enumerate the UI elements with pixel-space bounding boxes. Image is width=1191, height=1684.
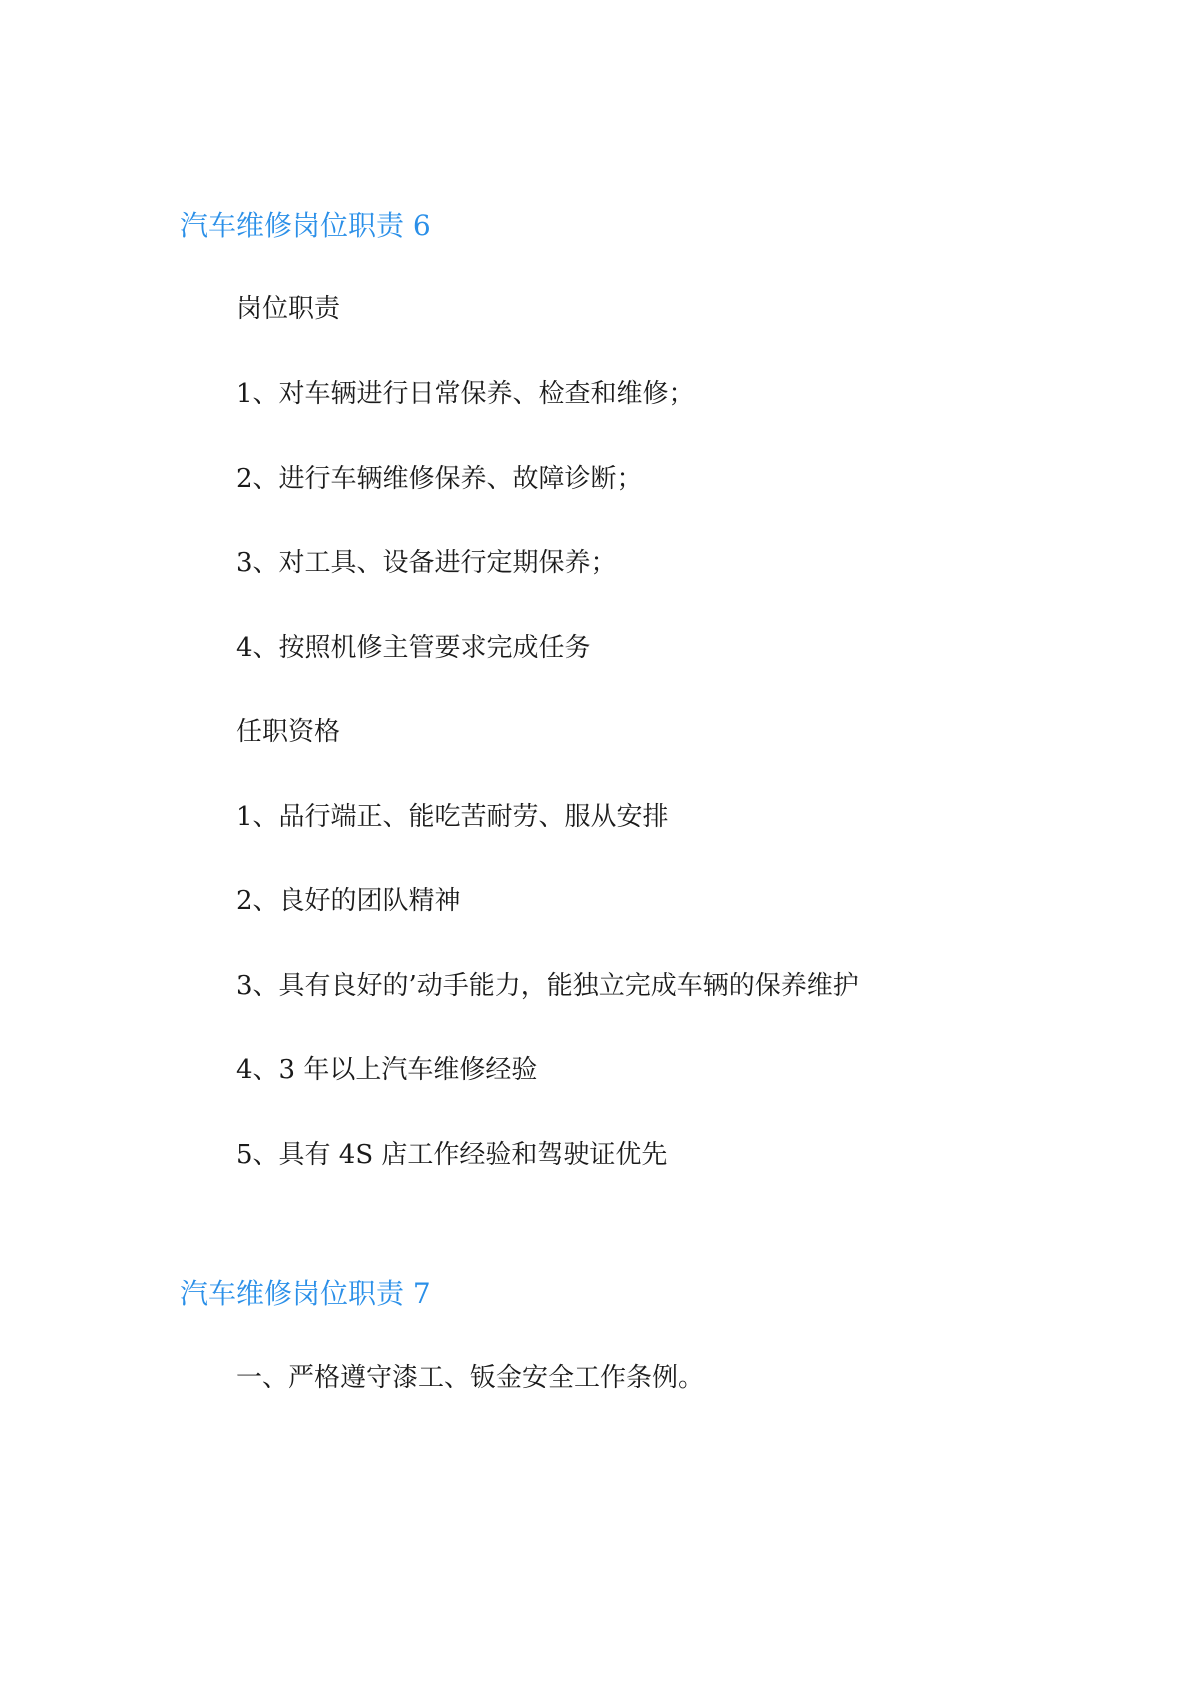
duty-item: 3、对工具、设备进行定期保养； xyxy=(236,548,617,578)
section-7-title: 汽车维修岗位职责 7 xyxy=(180,1277,431,1310)
qualification-item: 2、良好的团队精神 xyxy=(236,886,461,916)
duty-item: 4、按照机修主管要求完成任务 xyxy=(236,633,591,663)
qualification-item: 1、品行端正、能吃苦耐劳、服从安排 xyxy=(236,802,669,832)
section-7-item: 一、严格遵守漆工、钣金安全工作条例。 xyxy=(236,1363,705,1393)
duty-item: 1、对车辆进行日常保养、检查和维修； xyxy=(236,379,695,409)
section-6-title: 汽车维修岗位职责 6 xyxy=(180,209,431,242)
qualification-item: 3、具有良好的’动手能力，能独立完成车辆的保养维护 xyxy=(236,971,859,1001)
qualification-item: 4、3 年以上汽车维修经验 xyxy=(236,1055,538,1085)
duties-heading: 岗位职责 xyxy=(236,294,341,324)
qualification-item: 5、具有 4S 店工作经验和驾驶证优先 xyxy=(236,1140,668,1170)
duty-item: 2、进行车辆维修保养、故障诊断； xyxy=(236,464,643,494)
qualifications-heading: 任职资格 xyxy=(236,717,341,747)
